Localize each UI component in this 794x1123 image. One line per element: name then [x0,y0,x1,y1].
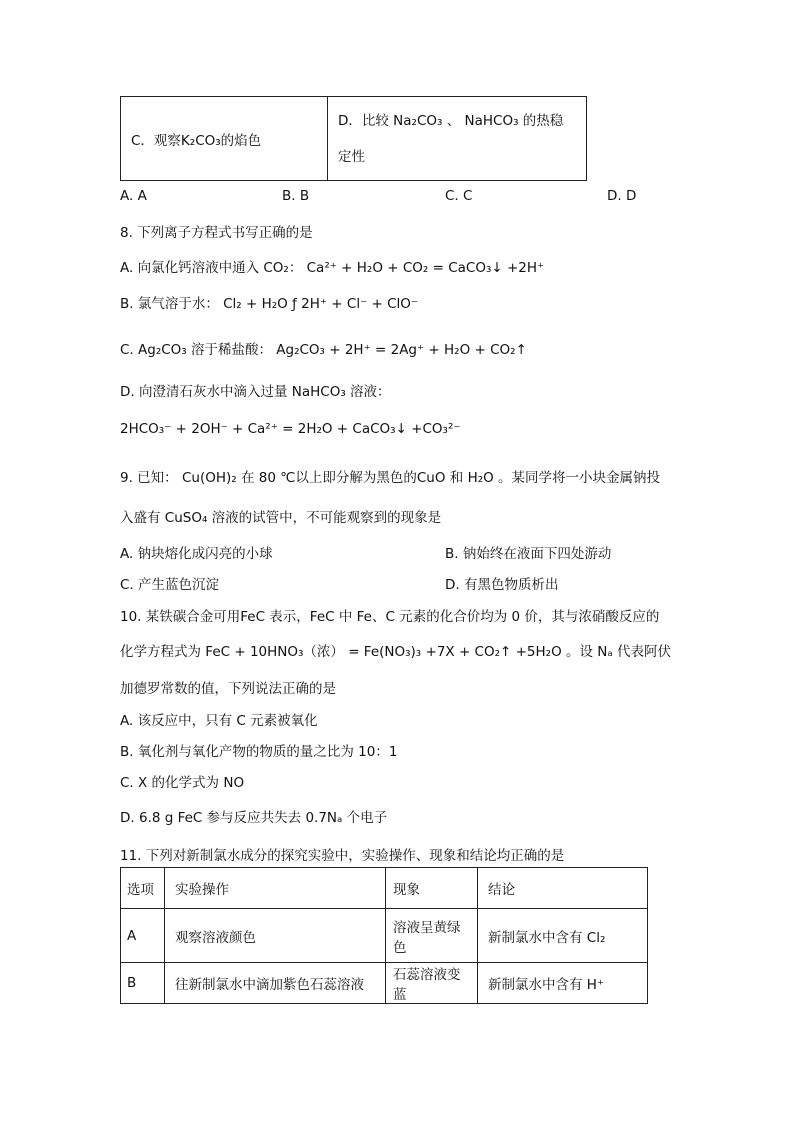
table-row [121,909,648,963]
q8-option-d-equation: 2HCO₃⁻ + 2OH⁻ + Ca²⁺ = 2H₂O + CaCO₃↓ +CO₃²⁻ [120,421,461,437]
q11-row-a-operation: 观察溶液颜色 [165,909,386,963]
q11-header-option: 选项 [121,868,165,909]
q11-stem: 11. 下列对新制氯水成分的探究实验中，实验操作、现象和结论均正确的是 [120,848,565,864]
q11-row-a-conclusion: 新制氯水中含有 Cl₂ [478,909,648,963]
q10-option-c: C. X 的化学式为 NO [120,775,245,791]
q11-row-b-phenomenon: 石蕊溶液变蓝 [386,963,478,1004]
q9-option-c: C. 产生蓝色沉淀 [120,577,220,593]
q11-row-b-operation: 往新制氯水中滴加紫色石蕊溶液 [165,963,386,1004]
q10-option-a: A. 该反应中，只有 C 元素被氧化 [120,713,318,729]
q9-stem-line2: 入盛有 CuSO₄ 溶液的试管中，不可能观察到的现象是 [120,510,442,526]
q11-table-header [121,868,648,909]
q8-stem: 8. 下列离子方程式书写正确的是 [120,225,313,241]
q10-stem-line2: 化学方程式为 FeC + 10HNO₃（浓） = Fe(NO₃)₃ +7X + CO₂↑ +5H₂O 。设 Nₐ 代表阿伏 [120,644,671,660]
q11-table [120,867,648,1004]
q9-option-d: D. 有黑色物质析出 [445,577,559,593]
q11-row-b-option: B [121,963,165,1004]
q11-row-a-option: A [121,909,165,963]
q7-cell-d-line2: 定性 [338,148,365,165]
q9-option-b: B. 钠始终在液面下四处游动 [445,546,612,562]
q7-cell-c-text: C．观察K₂CO₃的焰色 [131,132,262,149]
q7-option-table [120,96,587,181]
q7-cell-c [121,97,328,181]
q8-option-a: A. 向氯化钙溶液中通入 CO₂： Ca²⁺ + H₂O + CO₂ = CaCO₃↓ +2H⁺ [120,260,545,276]
q7-option-c: C. C [445,188,473,204]
q10-stem-line3: 加德罗常数的值，下列说法正确的是 [120,681,336,697]
q7-option-a: A. A [120,188,147,204]
q7-option-d: D. D [607,188,637,204]
q9-stem-line1: 9. 已知： Cu(OH)₂ 在 80 ℃以上即分解为黑色的CuO 和 H₂O 。某同学将一小块金属钠投 [120,470,661,486]
q11-row-a-phenomenon: 溶液呈黄绿色 [386,909,478,963]
q8-option-d: D. 向澄清石灰水中滴入过量 NaHCO₃ 溶液： [120,384,391,400]
table-row [121,963,648,1004]
q11-header-operation: 实验操作 [165,868,386,909]
q8-option-b: B. 氯气溶于水： Cl₂ + H₂O ƒ 2H⁺ + Cl⁻ + ClO⁻ [120,296,419,312]
q7-option-b: B. B [282,188,310,204]
q9-option-a: A. 钠块熔化成闪亮的小球 [120,546,273,562]
q11-header-phenomenon: 现象 [386,868,478,909]
q11-row-b-conclusion: 新制氯水中含有 H⁺ [478,963,648,1004]
q10-stem-line1: 10. 某铁碳合金可用FeC 表示，FeC 中 Fe、C 元素的化合价均为 0 价，其与浓硝酸反应的 [120,609,660,625]
q11-header-conclusion: 结论 [478,868,648,909]
q8-option-c: C. Ag₂CO₃ 溶于稀盐酸： Ag₂CO₃ + 2H⁺ = 2Ag⁺ + H₂O + CO₂↑ [120,342,527,358]
q7-cell-d-line1: D．比较 Na₂CO₃ 、 NaHCO₃ 的热稳 [338,112,564,129]
q10-option-d: D. 6.8 g FeC 参与反应共失去 0.7Nₐ 个电子 [120,810,388,826]
q7-cell-d [328,97,587,181]
q10-option-b: B. 氧化剂与氧化产物的物质的量之比为 10：1 [120,744,398,760]
